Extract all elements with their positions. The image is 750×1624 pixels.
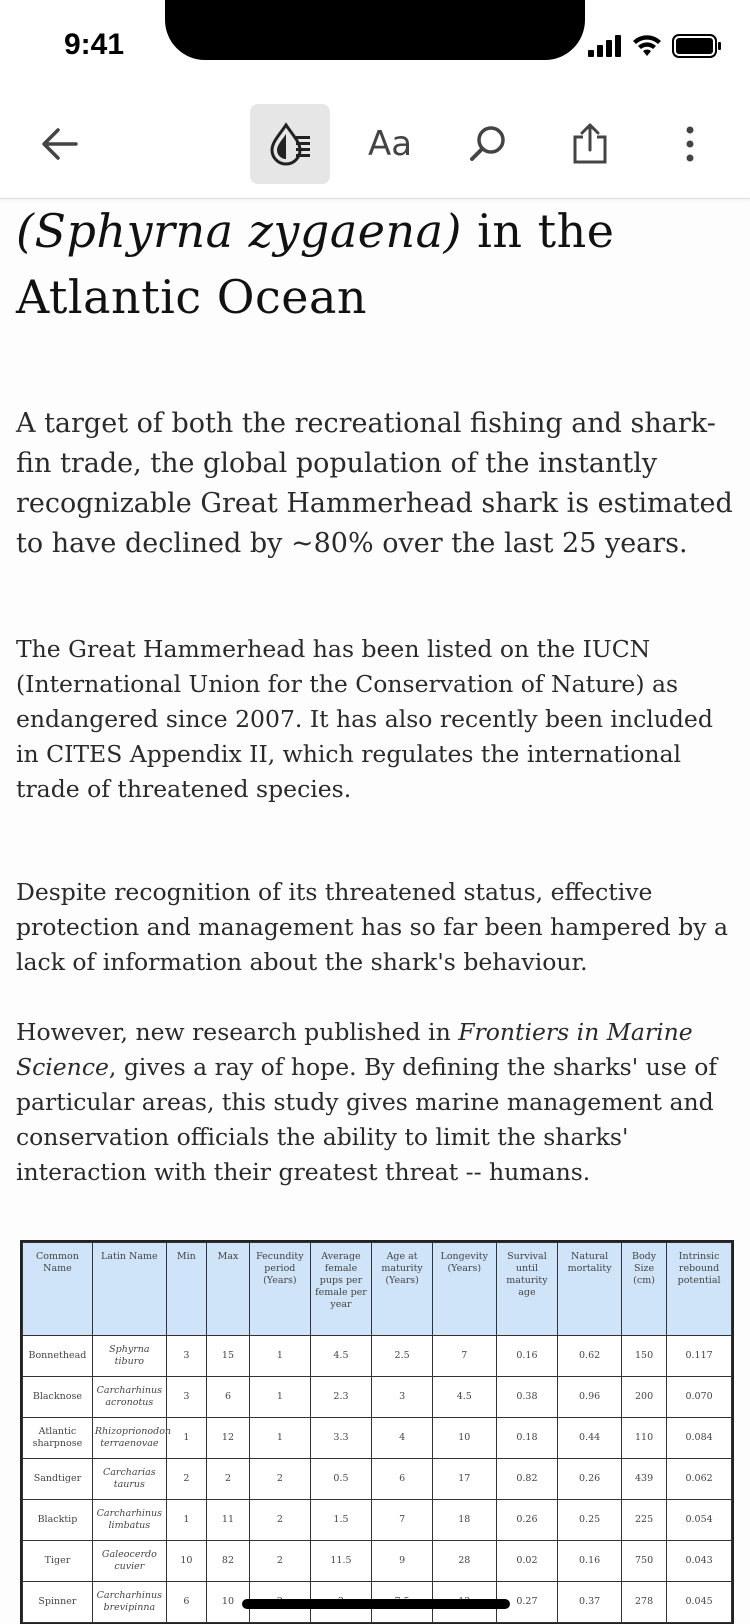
back-button[interactable] [20, 104, 100, 184]
value-cell: 6 [206, 1377, 249, 1418]
value-cell: 1 [250, 1418, 311, 1459]
value-cell: 750 [621, 1541, 666, 1582]
search-icon [468, 124, 508, 164]
lead-paragraph: A target of both the recreational fishing and shark-fin trade, the global population of the instantly recognizable Great Hammerhead shark is estimated to have declined by ~80% over the last 25 years. [16, 408, 733, 559]
value-cell: 0.043 [667, 1541, 732, 1582]
value-cell: 6 [372, 1459, 433, 1500]
value-cell: 0.16 [558, 1541, 622, 1582]
back-arrow-icon [40, 126, 80, 162]
value-cell: 1 [166, 1500, 206, 1541]
value-cell: 4 [372, 1418, 433, 1459]
value-cell: 0.084 [667, 1418, 732, 1459]
value-cell: 10 [206, 1582, 249, 1623]
header-cell: Age at maturity (Years) [372, 1243, 433, 1336]
header-cell: Latin Name [92, 1243, 166, 1336]
share-button[interactable] [550, 104, 630, 184]
value-cell: 0.82 [496, 1459, 558, 1500]
paragraph-iucn: The Great Hammerhead has been listed on the IUCN (International Union for the Conservation of Nature) as endangered since 2007. It has also recently been included in CITES Appendix II, which regulates the international trade of threatened species. [16, 635, 713, 803]
value-cell: 200 [621, 1377, 666, 1418]
value-cell: 4.5 [310, 1336, 372, 1377]
research-text-a: However, new research published in [16, 1018, 459, 1046]
latin-name-cell: Carcharias taurus [92, 1459, 166, 1500]
value-cell: 4.5 [432, 1377, 496, 1418]
value-cell: 2.3 [310, 1377, 372, 1418]
value-cell: 0.5 [310, 1459, 372, 1500]
value-cell: 10 [166, 1541, 206, 1582]
value-cell: 0.02 [496, 1541, 558, 1582]
font-settings-button[interactable] [350, 104, 430, 184]
value-cell: 9 [372, 1541, 433, 1582]
value-cell: 0.26 [496, 1500, 558, 1541]
value-cell: 28 [432, 1541, 496, 1582]
value-cell: 18 [432, 1500, 496, 1541]
value-cell: 1 [250, 1377, 311, 1418]
more-button[interactable] [650, 104, 730, 184]
more-icon [685, 126, 695, 162]
share-icon [570, 123, 610, 165]
common-name-cell: Blacktip [23, 1500, 93, 1541]
value-cell: 1 [166, 1418, 206, 1459]
value-cell: 1.5 [310, 1500, 372, 1541]
value-cell: 0.25 [558, 1500, 622, 1541]
value-cell: 15 [206, 1336, 249, 1377]
value-cell: 3 [372, 1377, 433, 1418]
value-cell: 110 [621, 1418, 666, 1459]
status-icons [588, 34, 722, 58]
title-species: (Sphyrna zygaena) [16, 204, 462, 258]
article-content[interactable] [0, 198, 750, 1624]
value-cell: 0.96 [558, 1377, 622, 1418]
paragraph-research [16, 1015, 736, 1190]
common-name-cell: Blacknose [23, 1377, 93, 1418]
research-text-b: , gives a ray of hope. By defining the sharks' use of particular areas, this study gives marine management and conservation officials the ability to limit the sharks' interaction with their greatest threat -- humans. [16, 1053, 718, 1186]
value-cell: 0.44 [558, 1418, 622, 1459]
table-body [23, 1336, 732, 1623]
value-cell: 0.27 [496, 1582, 558, 1623]
value-cell: 2 [166, 1459, 206, 1500]
notch [165, 0, 585, 60]
value-cell: 0.62 [558, 1336, 622, 1377]
table-row [23, 1418, 732, 1459]
data-table [22, 1242, 732, 1623]
header-cell: Longevity (Years) [432, 1243, 496, 1336]
table-row [23, 1500, 732, 1541]
value-cell: 82 [206, 1541, 249, 1582]
latin-name-cell: Carcharhinus brevipinna [92, 1582, 166, 1623]
value-cell: 3.3 [310, 1418, 372, 1459]
header-cell: Survival until maturity age [496, 1243, 558, 1336]
latin-name-cell: Sphyrna tiburo [92, 1336, 166, 1377]
value-cell: 439 [621, 1459, 666, 1500]
reader-toolbar [0, 96, 750, 199]
value-cell: 2 [250, 1459, 311, 1500]
latin-name-cell: Carcharhinus acronotus [92, 1377, 166, 1418]
title-rest: in the Atlantic Ocean [16, 204, 615, 324]
shark-data-table [20, 1240, 734, 1624]
value-cell: 7 [432, 1336, 496, 1377]
value-cell: 1 [250, 1336, 311, 1377]
font-settings-label: Aa [367, 124, 413, 164]
value-cell: 0.16 [496, 1336, 558, 1377]
battery-icon [672, 34, 722, 58]
wifi-icon [632, 35, 662, 57]
value-cell: 0.070 [667, 1377, 732, 1418]
header-cell: Average female pups per female per year [310, 1243, 372, 1336]
journal-name: Frontiers in Marine Science [16, 1018, 693, 1081]
table-header-row [23, 1243, 732, 1336]
paragraph-status: Despite recognition of its threatened status, effective protection and management has so far been hampered by a lack of information about the shark's behaviour. [16, 878, 728, 976]
value-cell: 2 [206, 1459, 249, 1500]
header-cell: Max [206, 1243, 249, 1336]
theme-button[interactable] [250, 104, 330, 184]
table-row [23, 1459, 732, 1500]
common-name-cell: Tiger [23, 1541, 93, 1582]
value-cell: 3 [166, 1336, 206, 1377]
value-cell: 11 [206, 1500, 249, 1541]
header-cell: Body Size (cm) [621, 1243, 666, 1336]
signal-icon [588, 35, 622, 57]
value-cell: 2 [250, 1500, 311, 1541]
value-cell: 0.054 [667, 1500, 732, 1541]
value-cell: 0.18 [496, 1418, 558, 1459]
table-row [23, 1336, 732, 1377]
latin-name-cell: Galeocerdo cuvier [92, 1541, 166, 1582]
common-name-cell: Atlantic sharpnose [23, 1418, 93, 1459]
header-cell: Fecundity period (Years) [250, 1243, 311, 1336]
header-cell: Common Name [23, 1243, 93, 1336]
value-cell: 0.26 [558, 1459, 622, 1500]
value-cell: 0.062 [667, 1459, 732, 1500]
header-cell: Min [166, 1243, 206, 1336]
value-cell: 6 [166, 1582, 206, 1623]
status-bar [0, 0, 750, 96]
value-cell: 11.5 [310, 1541, 372, 1582]
status-time: 9:41 [64, 28, 125, 61]
value-cell: 7 [372, 1500, 433, 1541]
value-cell: 0.37 [558, 1582, 622, 1623]
value-cell: 225 [621, 1500, 666, 1541]
home-indicator[interactable] [242, 1599, 510, 1609]
value-cell: 12 [206, 1418, 249, 1459]
search-button[interactable] [448, 104, 528, 184]
common-name-cell: Spinner [23, 1582, 93, 1623]
value-cell: 278 [621, 1582, 666, 1623]
value-cell: 17 [432, 1459, 496, 1500]
value-cell: 2 [250, 1541, 311, 1582]
value-cell: 3 [166, 1377, 206, 1418]
latin-name-cell: Rhizoprionodon terraenovae [92, 1418, 166, 1459]
common-name-cell: Sandtiger [23, 1459, 93, 1500]
table-row [23, 1377, 732, 1418]
article-title [16, 198, 736, 330]
value-cell: 2.5 [372, 1336, 433, 1377]
latin-name-cell: Carcharhinus limbatus [92, 1500, 166, 1541]
value-cell: 0.38 [496, 1377, 558, 1418]
value-cell: 0.117 [667, 1336, 732, 1377]
header-cell: Intrinsic rebound potential [667, 1243, 732, 1336]
table-row [23, 1541, 732, 1582]
common-name-cell: Bonnethead [23, 1336, 93, 1377]
header-cell: Natural mortality [558, 1243, 622, 1336]
ink-drop-icon [266, 122, 314, 166]
value-cell: 0.045 [667, 1582, 732, 1623]
value-cell: 10 [432, 1418, 496, 1459]
value-cell: 150 [621, 1336, 666, 1377]
